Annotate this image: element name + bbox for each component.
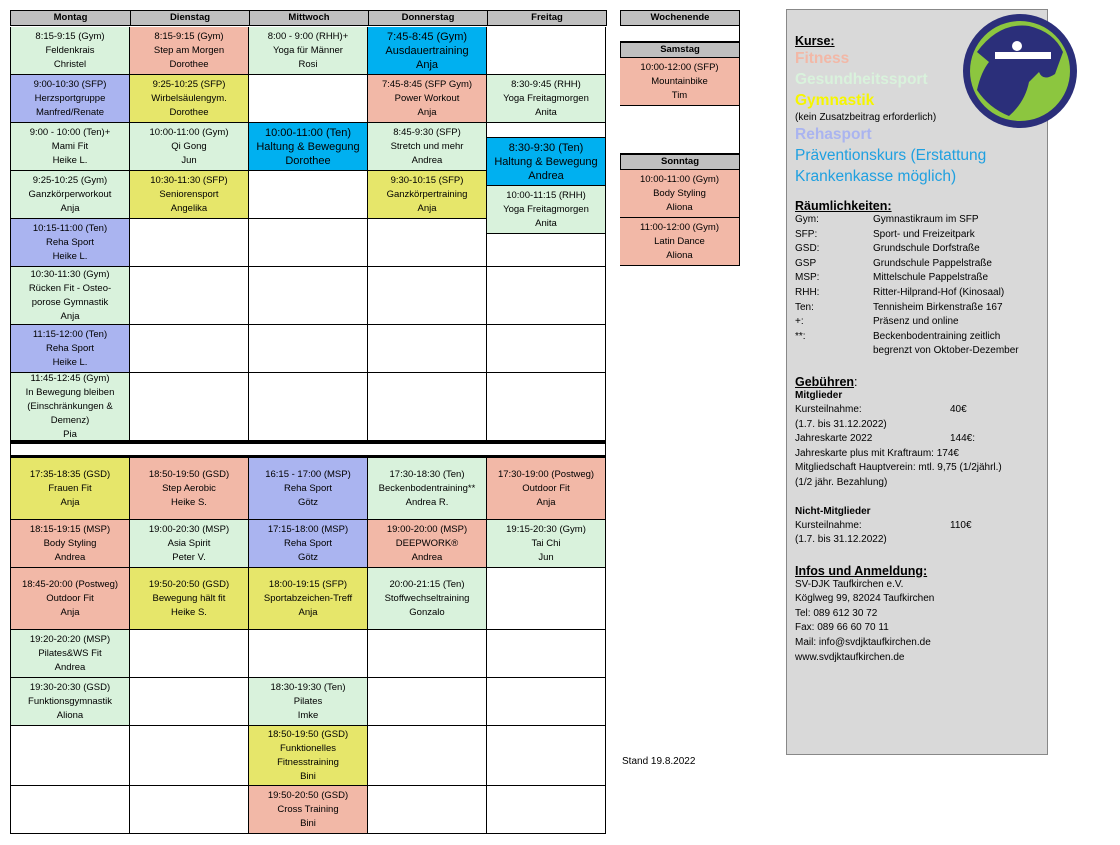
course-fri-am-0 — [487, 75, 606, 123]
course-text: Demenz) — [50, 414, 90, 426]
day-header-mon: Montag — [10, 10, 131, 26]
course-text: 10:00-11:00 (Gym) — [149, 126, 229, 138]
course-text: Mami Fit — [51, 140, 89, 152]
course-text: 10:00-12:00 (SFP) — [640, 61, 719, 73]
legend-gym-note: (kein Zusatzbeitrag erforderlich) — [795, 112, 937, 123]
empty-cell — [487, 568, 606, 630]
room-code: Gym: — [795, 214, 819, 225]
day-header-fri: Freitag — [487, 10, 607, 26]
empty-cell — [487, 373, 606, 441]
course-tue-pm-0 — [130, 458, 249, 520]
fee-line: Mitgliedschaft Hauptverein: mtl. 9,75 (1/2jährl.) — [795, 462, 1002, 474]
empty-cell — [249, 267, 368, 325]
course-mon-pm-2 — [10, 568, 130, 630]
fee-label: Kursteilnahme: — [795, 403, 862, 415]
course-thu-pm-0 — [368, 458, 487, 520]
course-text: Anja — [60, 310, 80, 322]
course-text: 19:00-20:30 (MSP) — [148, 523, 230, 535]
room-name: Präsenz und online — [873, 316, 959, 328]
course-text: 9:00 - 10:00 (Ten)+ — [29, 126, 111, 138]
course-text: 19:30-20:30 (GSD) — [29, 681, 111, 693]
weekend-header: Wochenende — [620, 10, 740, 26]
course-mon-pm-4 — [10, 678, 130, 726]
empty-cell — [10, 786, 130, 834]
course-text: Reha Sport — [283, 537, 333, 549]
room-code: MSP: — [795, 272, 820, 284]
legend-title: Kurse: — [795, 34, 835, 48]
course-text: Angelika — [170, 202, 208, 214]
course-text: porose Gymnastik — [31, 296, 109, 308]
course-text: Aliona — [666, 249, 693, 261]
empty-cell — [130, 373, 249, 441]
course-tue-am-0 — [130, 27, 249, 75]
empty-cell — [487, 267, 606, 325]
course-text: In Bewegung bleiben — [25, 386, 115, 398]
course-text: Frauen Fit — [48, 482, 92, 494]
room-name: Ritter-Hilprand-Hof (Kinosaal) — [873, 286, 1005, 298]
course-text: 9:25-10:25 (SFP) — [152, 78, 226, 90]
course-tue-am-1 — [130, 75, 249, 123]
course-wed-pm-4 — [249, 726, 368, 786]
course-wed-pm-0 — [249, 458, 368, 520]
course-wed-pm-5 — [249, 786, 368, 834]
empty-cell — [130, 678, 249, 726]
course-text: 19:50-20:50 (GSD) — [267, 789, 349, 801]
legend-gymnastik: Gymnastik — [795, 92, 875, 109]
room-row — [795, 228, 1045, 243]
course-mon-pm-3 — [10, 630, 130, 678]
course-text: Anja — [298, 606, 318, 618]
course-text: 8:30-9:45 (RHH) — [511, 78, 581, 90]
course-text: 20:00-21:15 (Ten) — [389, 578, 465, 590]
course-text: 18:50-19:50 (GSD) — [267, 728, 349, 740]
spacer-row — [10, 443, 606, 456]
course-text: 19:15-20:30 (Gym) — [506, 523, 586, 535]
course-text: 9:25-10:25 (Gym) — [32, 174, 108, 186]
course-text: Herzsportgruppe — [34, 92, 106, 104]
room-code: +: — [795, 316, 804, 328]
course-text: Tai Chi — [531, 537, 561, 549]
course-text: Andrea — [54, 551, 86, 563]
empty-cell — [10, 726, 130, 786]
course-text: Haltung & Bewegung — [494, 155, 598, 168]
empty-cell — [249, 373, 368, 441]
course-text: Dorothee — [285, 154, 331, 167]
course-wed-pm-3 — [249, 678, 368, 726]
course-wed-pm-1 — [249, 520, 368, 568]
fee-value: 144€: — [950, 433, 976, 445]
course-text: 18:30-19:30 (Ten) — [270, 681, 346, 693]
fees-title: Gebühren — [795, 374, 855, 389]
course-text: Feldenkrais — [45, 44, 95, 56]
stand-date: Stand 19.8.2022 — [622, 756, 696, 767]
course-text: Heike L. — [52, 356, 88, 368]
empty-cell — [368, 325, 487, 373]
empty-cell — [130, 630, 249, 678]
course-text: Anita — [535, 106, 557, 118]
course-thu-am-3 — [368, 171, 487, 219]
course-text: Ausdauertraining — [385, 44, 469, 57]
course-text: Reha Sport — [45, 236, 95, 248]
info-panel: Kurse: Fitness Gesundheitssport Gymnastik (kein Zusatzbeitrag erforderlich) Rehasport Präventionskurs (Erstattung Krankenkasse möglich) Räumlichkeiten: Gym: Gymnastikraum im SFP SFP: Sport- und Freizeitpark GSD: Grundschule Dorfstraße GSP Grundschule Pappelstraße MSP: Mittelschule Pappelstraße RHH: Ritter-Hilprand-Hof (Kinosaal) Ten: Tennisheim Birkenstraße 167 +: Präsenz und online **: Beckenbodentraining zeitlich begrenzt von Oktober-Dezember Gebühren: Mitglieder Kursteilnahme: 40€ (1.7. bis 31.12.2022) Jahreskarte 2022 144€: Jahreskarte plus mit Kraftraum: 174€ Mitgliedschaft Hauptverein: mtl. 9,75 (1/2jährl.) (1/2 jähr. Bezahlung) Nicht-Mitglieder Kursteilnahme: 110€ (1.7. bis 31.12.2022) Infos und Anmeldung: SV-DJK Taufkirchen e.V. Köglweg 99, 82024 Taufkirchen Tel: 089 612 30 72 Fax: 089 66 60 70 11 Mail: info@svdjktaufkirchen.de www.svdjktaufkirchen.de — [786, 9, 1048, 755]
course-fri-pm-0 — [487, 458, 606, 520]
rooms-list — [795, 213, 1045, 359]
day-header-thu: Donnerstag — [368, 10, 488, 26]
course-text: Bini — [300, 770, 316, 782]
room-name: Sport- und Freizeitpark — [873, 228, 975, 240]
course-mon-am-4 — [10, 219, 130, 267]
course-text: Anja — [60, 496, 80, 508]
course-text: Bewegung hält fit — [152, 592, 226, 604]
empty-cell — [249, 219, 368, 267]
empty-cell — [249, 75, 368, 123]
empty-cell — [487, 325, 606, 373]
course-text: 7:45-8:45 (SFP Gym) — [381, 78, 473, 90]
info-line: Mail: info@svdjktaufkirchen.de — [795, 637, 931, 649]
course-text: Aliona — [666, 201, 693, 213]
course-tue-am-3 — [130, 171, 249, 219]
info-line: www.svdjktaufkirchen.de — [795, 651, 905, 663]
course-text: Latin Dance — [654, 235, 705, 247]
course-text: Jun — [538, 551, 554, 563]
fee-note: (1.7. bis 31.12.2022) — [795, 534, 887, 546]
course-text: Wirbelsäulengym. — [151, 92, 227, 104]
course-mon-am-7 — [10, 373, 130, 441]
course-text: Mountainbike — [651, 75, 708, 87]
course-text: Manfred/Renate — [35, 106, 105, 118]
room-row — [795, 315, 1045, 330]
fees-members: Mitglieder — [795, 389, 843, 401]
course-fri-pm-1 — [487, 520, 606, 568]
room-row — [795, 286, 1045, 301]
course-tue-pm-2 — [130, 568, 249, 630]
course-tue-pm-1 — [130, 520, 249, 568]
course-text: Step am Morgen — [153, 44, 225, 56]
course-text: (Einschränkungen & — [27, 400, 113, 412]
course-text: Heike S. — [171, 496, 207, 508]
course-mon-am-0 — [10, 27, 130, 75]
course-text: Funktionsgymnastik — [28, 695, 112, 707]
course-text: Dorothee — [169, 106, 209, 118]
info-line: Fax: 089 66 60 70 11 — [795, 622, 889, 634]
course-text: 18:15-19:15 (MSP) — [29, 523, 111, 535]
course-sun-0 — [620, 170, 740, 218]
room-name: Tennisheim Birkenstraße 167 — [873, 301, 1003, 313]
course-thu-pm-1 — [368, 520, 487, 568]
fee-value: 110€ — [950, 519, 972, 531]
empty-cell — [249, 325, 368, 373]
course-wed-am-1 — [249, 123, 368, 171]
course-text: Jun — [181, 154, 197, 166]
legend-gesundheit: Gesundheitssport — [795, 71, 928, 88]
course-text: Pia — [63, 428, 77, 440]
room-name: Beckenbodentraining zeitlich begrenzt von Oktober-Dezember — [873, 330, 1019, 357]
empty-cell — [249, 630, 368, 678]
info-line: Köglweg 99, 82024 Taufkirchen — [795, 593, 935, 605]
course-text: Anja — [417, 106, 437, 118]
course-text: Sportabzeichen-Treff — [263, 592, 353, 604]
room-row — [795, 213, 1045, 228]
room-code: **: — [795, 330, 806, 342]
fee-value: 40€ — [950, 403, 967, 415]
course-text: Pilates — [293, 695, 323, 707]
course-thu-pm-2 — [368, 568, 487, 630]
course-text: Anja — [60, 202, 80, 214]
course-text: Ganzkörpertraining — [386, 188, 468, 200]
course-text: Stretch und mehr — [390, 140, 464, 152]
fee-note: (1.7. bis 31.12.2022) — [795, 418, 887, 430]
course-fri-am-2 — [487, 186, 606, 234]
course-text: Rücken Fit - Osteo- — [28, 282, 112, 294]
course-text: Asia Spirit — [167, 537, 211, 549]
legend-fitness: Fitness — [795, 50, 850, 67]
course-mon-pm-0 — [10, 458, 130, 520]
course-text: Fitnesstraining — [277, 756, 339, 768]
course-text: 18:00-19:15 (SFP) — [268, 578, 348, 590]
room-row — [795, 271, 1045, 286]
course-text: Imke — [297, 709, 319, 721]
fee-label: Jahreskarte 2022 — [795, 433, 873, 445]
fees-nonmembers: Nicht-Mitglieder — [795, 505, 871, 517]
day-header-tue: Dienstag — [130, 10, 250, 26]
info-title: Infos und Anmeldung: — [795, 563, 928, 578]
course-text: Tim — [671, 89, 688, 101]
course-text: Peter V. — [172, 551, 206, 563]
course-wed-pm-2 — [249, 568, 368, 630]
course-text: 10:00-11:00 (Gym) — [639, 173, 720, 185]
course-mon-am-1 — [10, 75, 130, 123]
course-text: Ganzkörperworkout — [28, 188, 112, 200]
course-text: Heike S. — [171, 606, 207, 618]
course-mon-am-5 — [10, 267, 130, 325]
course-text: Andrea — [54, 661, 86, 673]
course-mon-pm-1 — [10, 520, 130, 568]
room-row — [795, 330, 1045, 359]
course-text: Anja — [536, 496, 556, 508]
course-text: 11:15-12:00 (Ten) — [32, 328, 108, 340]
course-sun-1 — [620, 218, 740, 266]
course-text: Aliona — [56, 709, 84, 721]
room-name: Gymnastikraum im SFP — [873, 214, 979, 225]
course-text: Heike L. — [52, 250, 88, 262]
course-text: 17:35-18:35 (GSD) — [29, 468, 111, 480]
empty-cell — [130, 219, 249, 267]
room-name: Grundschule Dorfstraße — [873, 243, 980, 255]
legend-reha: Rehasport — [795, 126, 872, 143]
room-name: Grundschule Pappelstraße — [873, 257, 992, 269]
course-text: Cross Training — [277, 803, 339, 815]
course-text: 11:45-12:45 (Gym) — [30, 373, 110, 384]
course-text: 19:20-20:20 (MSP) — [29, 633, 111, 645]
rooms-title: Räumlichkeiten: — [795, 199, 892, 213]
course-text: Yoga Freitagmorgen — [503, 203, 589, 215]
course-text: Power Workout — [394, 92, 460, 104]
course-text: Christel — [53, 58, 87, 70]
course-text: Heike L. — [52, 154, 88, 166]
empty-cell — [620, 106, 740, 154]
course-text: 17:30-18:30 (Ten) — [389, 468, 465, 480]
course-text: Haltung & Bewegung — [256, 140, 360, 153]
course-text: 19:50-20:50 (GSD) — [148, 578, 230, 590]
course-text: Step Aerobic — [162, 482, 216, 494]
course-text: Pilates&WS Fit — [38, 647, 102, 659]
info-line: Tel: 089 612 30 72 — [795, 607, 878, 619]
empty-cell — [368, 219, 487, 267]
course-text: Reha Sport — [45, 342, 95, 354]
course-text: Gonzalo — [409, 606, 445, 618]
course-text: 17:15-18:00 (MSP) — [267, 523, 349, 535]
course-text: 8:15-9:15 (Gym) — [35, 30, 105, 42]
empty-cell — [487, 726, 606, 786]
course-text: Rosi — [298, 58, 318, 70]
course-text: 8:00 - 9:00 (RHH)+ — [267, 30, 349, 42]
course-text: 10:30-11:30 (Gym) — [30, 268, 110, 280]
course-text: Outdoor Fit — [522, 482, 570, 494]
empty-cell — [130, 726, 249, 786]
empty-cell — [368, 786, 487, 834]
course-text: 10:00-11:00 (Ten) — [264, 126, 352, 139]
course-text: Götz — [297, 496, 319, 508]
course-text: Stoffwechseltraining — [384, 592, 470, 604]
course-text: 11:00-12:00 (Gym) — [639, 221, 720, 233]
empty-cell — [487, 123, 606, 138]
fee-line: (1/2 jähr. Bezahlung) — [795, 476, 888, 488]
course-mon-am-3 — [10, 171, 130, 219]
room-row — [795, 301, 1045, 316]
room-row — [795, 257, 1045, 272]
course-text: 8:45-9:30 (SFP) — [393, 126, 461, 138]
course-text: Anja — [60, 606, 80, 618]
course-text: 9:30-10:15 (SFP) — [390, 174, 464, 186]
course-text: Andrea R. — [405, 496, 449, 508]
course-text: DEEPWORK® — [395, 537, 459, 549]
saturday-header: Samstag — [620, 42, 740, 58]
info-line: SV-DJK Taufkirchen e.V. — [795, 578, 904, 590]
room-code: GSP — [795, 257, 817, 269]
day-header-wed: Mittwoch — [249, 10, 369, 26]
empty-cell — [130, 325, 249, 373]
room-code: RHH: — [795, 286, 820, 298]
course-wed-am-0 — [249, 27, 368, 75]
course-text: Bini — [300, 817, 316, 829]
info-lines — [795, 578, 1045, 666]
course-text: 10:30-11:30 (SFP) — [150, 174, 228, 186]
empty-cell — [130, 786, 249, 834]
empty-cell — [368, 726, 487, 786]
course-thu-am-0 — [368, 27, 487, 75]
course-text: Beckenbodentraining** — [378, 482, 476, 494]
room-code: Ten: — [795, 301, 814, 313]
room-name: Mittelschule Pappelstraße — [873, 272, 989, 284]
empty-cell — [368, 678, 487, 726]
course-text: Seniorensport — [159, 188, 219, 200]
course-mon-am-6 — [10, 325, 130, 373]
course-text: Andrea — [411, 154, 443, 166]
legend-praevention: Präventionskurs (Erstattung Krankenkasse möglich) — [795, 147, 987, 185]
course-text: 19:00-20:00 (MSP) — [386, 523, 468, 535]
course-text: Reha Sport — [283, 482, 333, 494]
empty-cell — [487, 786, 606, 834]
room-row — [795, 242, 1045, 257]
room-code: SFP: — [795, 228, 818, 240]
course-text: Body Styling — [653, 187, 706, 199]
room-code: GSD: — [795, 243, 820, 255]
empty-cell — [487, 630, 606, 678]
course-text: Yoga Freitagmorgen — [503, 92, 589, 104]
course-text: Outdoor Fit — [46, 592, 94, 604]
course-mon-am-2 — [10, 123, 130, 171]
course-text: 8:30-9:30 (Ten) — [508, 141, 584, 154]
fee-label: Kursteilnahme: — [795, 519, 862, 531]
course-text: 18:45-20:00 (Postweg) — [21, 578, 119, 590]
course-text: Qi Gong — [171, 140, 207, 152]
empty-cell — [487, 678, 606, 726]
course-text: Body Styling — [43, 537, 97, 549]
empty-cell — [249, 171, 368, 219]
course-text: Götz — [297, 551, 319, 563]
course-tue-am-2 — [130, 123, 249, 171]
course-text: 9:00-10:30 (SFP) — [33, 78, 107, 90]
course-thu-am-2 — [368, 123, 487, 171]
course-text: Yoga für Männer — [273, 44, 343, 56]
empty-cell — [487, 27, 606, 75]
course-text: 7:45-8:45 (Gym) — [386, 30, 468, 43]
course-text: 10:15-11:00 (Ten) — [32, 222, 108, 234]
empty-cell — [368, 267, 487, 325]
empty-cell — [620, 26, 740, 42]
course-text: Anja — [415, 58, 439, 71]
course-text: 16:15 - 17:00 (MSP) — [265, 468, 351, 480]
empty-cell — [368, 630, 487, 678]
course-sat-0 — [620, 58, 740, 106]
course-text: 8:15-9:15 (Gym) — [154, 30, 224, 42]
empty-cell — [368, 373, 487, 441]
course-text: Andrea — [411, 551, 443, 563]
course-thu-am-1 — [368, 75, 487, 123]
course-text: 18:50-19:50 (GSD) — [148, 468, 230, 480]
sunday-header: Sonntag — [620, 154, 740, 170]
course-text: Funktionelles — [280, 742, 336, 754]
course-text: 10:00-11:15 (RHH) — [506, 189, 586, 201]
course-text: 17:30-19:00 (Postweg) — [497, 468, 595, 480]
course-text: Dorothee — [169, 58, 209, 70]
course-fri-am-1 — [487, 138, 606, 186]
fee-line: Jahreskarte plus mit Kraftraum: 174€ — [795, 447, 959, 459]
course-text: Andrea — [528, 169, 564, 182]
course-text: Anja — [417, 202, 437, 214]
empty-cell — [130, 267, 249, 325]
course-text: Anita — [535, 217, 557, 229]
